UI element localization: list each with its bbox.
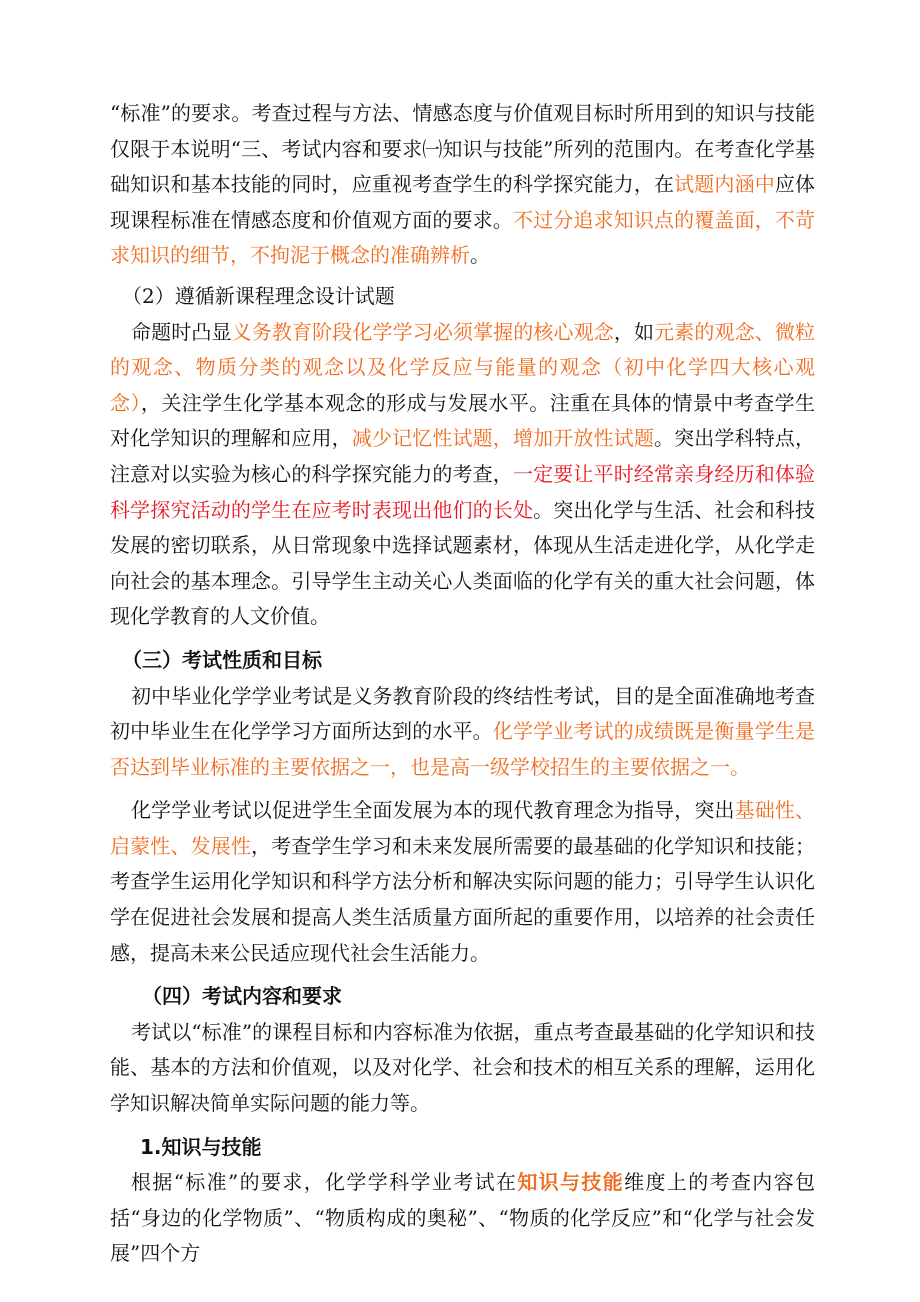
paragraph-core-concepts	[110, 315, 815, 635]
document-page	[110, 96, 815, 1272]
text-run: 。	[470, 243, 490, 268]
paragraph-exam-philosophy	[110, 793, 815, 971]
highlight-run: 不拘泥于概念的准确辨析	[250, 243, 470, 268]
subheading-new-curriculum: （2）遵循新课程理念设计试题	[122, 283, 395, 308]
section-heading-exam-content: （四）考试内容和要求	[142, 984, 342, 1009]
text-run: 应体现课程标准在情感态度和价值观方面的要求。	[110, 172, 816, 232]
paragraph-exam-basis	[110, 1015, 815, 1122]
text-run: ，	[230, 243, 250, 268]
highlight-run: 基础性、启蒙性、发展性	[110, 798, 816, 858]
paragraph-knowledge-dimension	[110, 1165, 815, 1272]
paragraph-exam-purpose	[110, 679, 815, 786]
text-run: ，	[754, 207, 775, 232]
text-run: 维度上的考查内容包括“身边的化学物质”、“物质构成的奥秘”、“物质的化学反应”和“化学与社会发展”四个方	[110, 1170, 816, 1266]
highlight-run: 元素的观念、微粒的观念、物质分类的观念以及化学反应与能量的观念（初中化学四大核心观念）	[110, 319, 816, 415]
highlight-run: 义务教育阶段化学学习必须掌握的核心观念	[231, 319, 614, 344]
highlight-run: 试题内涵中	[674, 172, 775, 197]
emphasis-run: 一定要让平时经常亲身经历和体验科学探究活动的学生在应考时表现出他们的长处	[110, 461, 816, 522]
text-run: 化学学业考试以促进学生全面发展为本的现代教育理念为指导，突出	[131, 798, 735, 823]
subheading-knowledge-skills: 1.知识与技能	[140, 1134, 262, 1159]
text-run: 。突出化学与生活、社会和科技发展的密切联系，从日常现象中选择试题素材，体现从生活走进化学，从化学走向社会的基本理念。引导学生主动关心人类面临的化学有关的重大社会问题，体现化学教育的人文价值。	[110, 497, 816, 629]
highlight-run: 知识与技能	[517, 1170, 625, 1195]
text-run: 考试以“标准”的课程目标和内容标准为依据，重点考查最基础的化学知识和技能、基本的方法和价值观，以及对化学、社会和技术的相互关系的理解，运用化学知识解决简单实际问题的能力等。	[110, 1019, 815, 1116]
text-run: ，关注学生化学基本观念的形成与发展水平。注重在具体的情景中考查学生对化学知识的理解和应用，	[110, 390, 816, 451]
text-run: ，考查学生学习和未来发展所需要的最基础的化学知识和技能；考查学生运用化学知识和科学方法分析和解决实际问题的能力；引导学生认识化学在促进社会发展和提高人类生活质量方面所起的重要作用，以培养的社会责任感，提高未来公民适应现代社会生活能力。	[110, 833, 816, 965]
highlight-run: 化学学业考试的成绩既是衡量学生是否达到毕业标准的主要依据之一，也是高一级学校招生的主要依据之一。	[110, 719, 816, 779]
text-run: 。突出学科特点，注意对以实验为核心的科学探究能力的考查，	[110, 426, 816, 486]
paragraph-assessment-scope	[110, 96, 815, 274]
highlight-run: 不过分追求知识点的覆盖面	[512, 207, 755, 232]
section-heading-exam-nature: （三）考试性质和目标	[122, 647, 322, 672]
text-run: “标准”的要求。考查过程与方法、情感态度与价值观目标时所用到的知识与技能仅限于本说明“三、考试内容和要求㈠知识与技能”所列的范围内。在考查化学基础知识和基本技能的同时，应重视考查学生的科学探究能力，在	[110, 101, 815, 197]
text-run: 根据“标准”的要求，化学学科学业考试在	[131, 1170, 518, 1195]
text-run: 初中毕业化学学业考试是义务教育阶段的终结性考试，目的是全面准确地考查初中毕业生在化学学习方面所达到的水平。	[110, 683, 815, 744]
highlight-run: 不苛求知识的细节	[110, 207, 816, 268]
highlight-run: 减少记忆性试题，增加开放性试题	[351, 426, 654, 451]
text-run: ，如	[613, 319, 655, 344]
text-run: 命题时凸显	[131, 319, 232, 344]
